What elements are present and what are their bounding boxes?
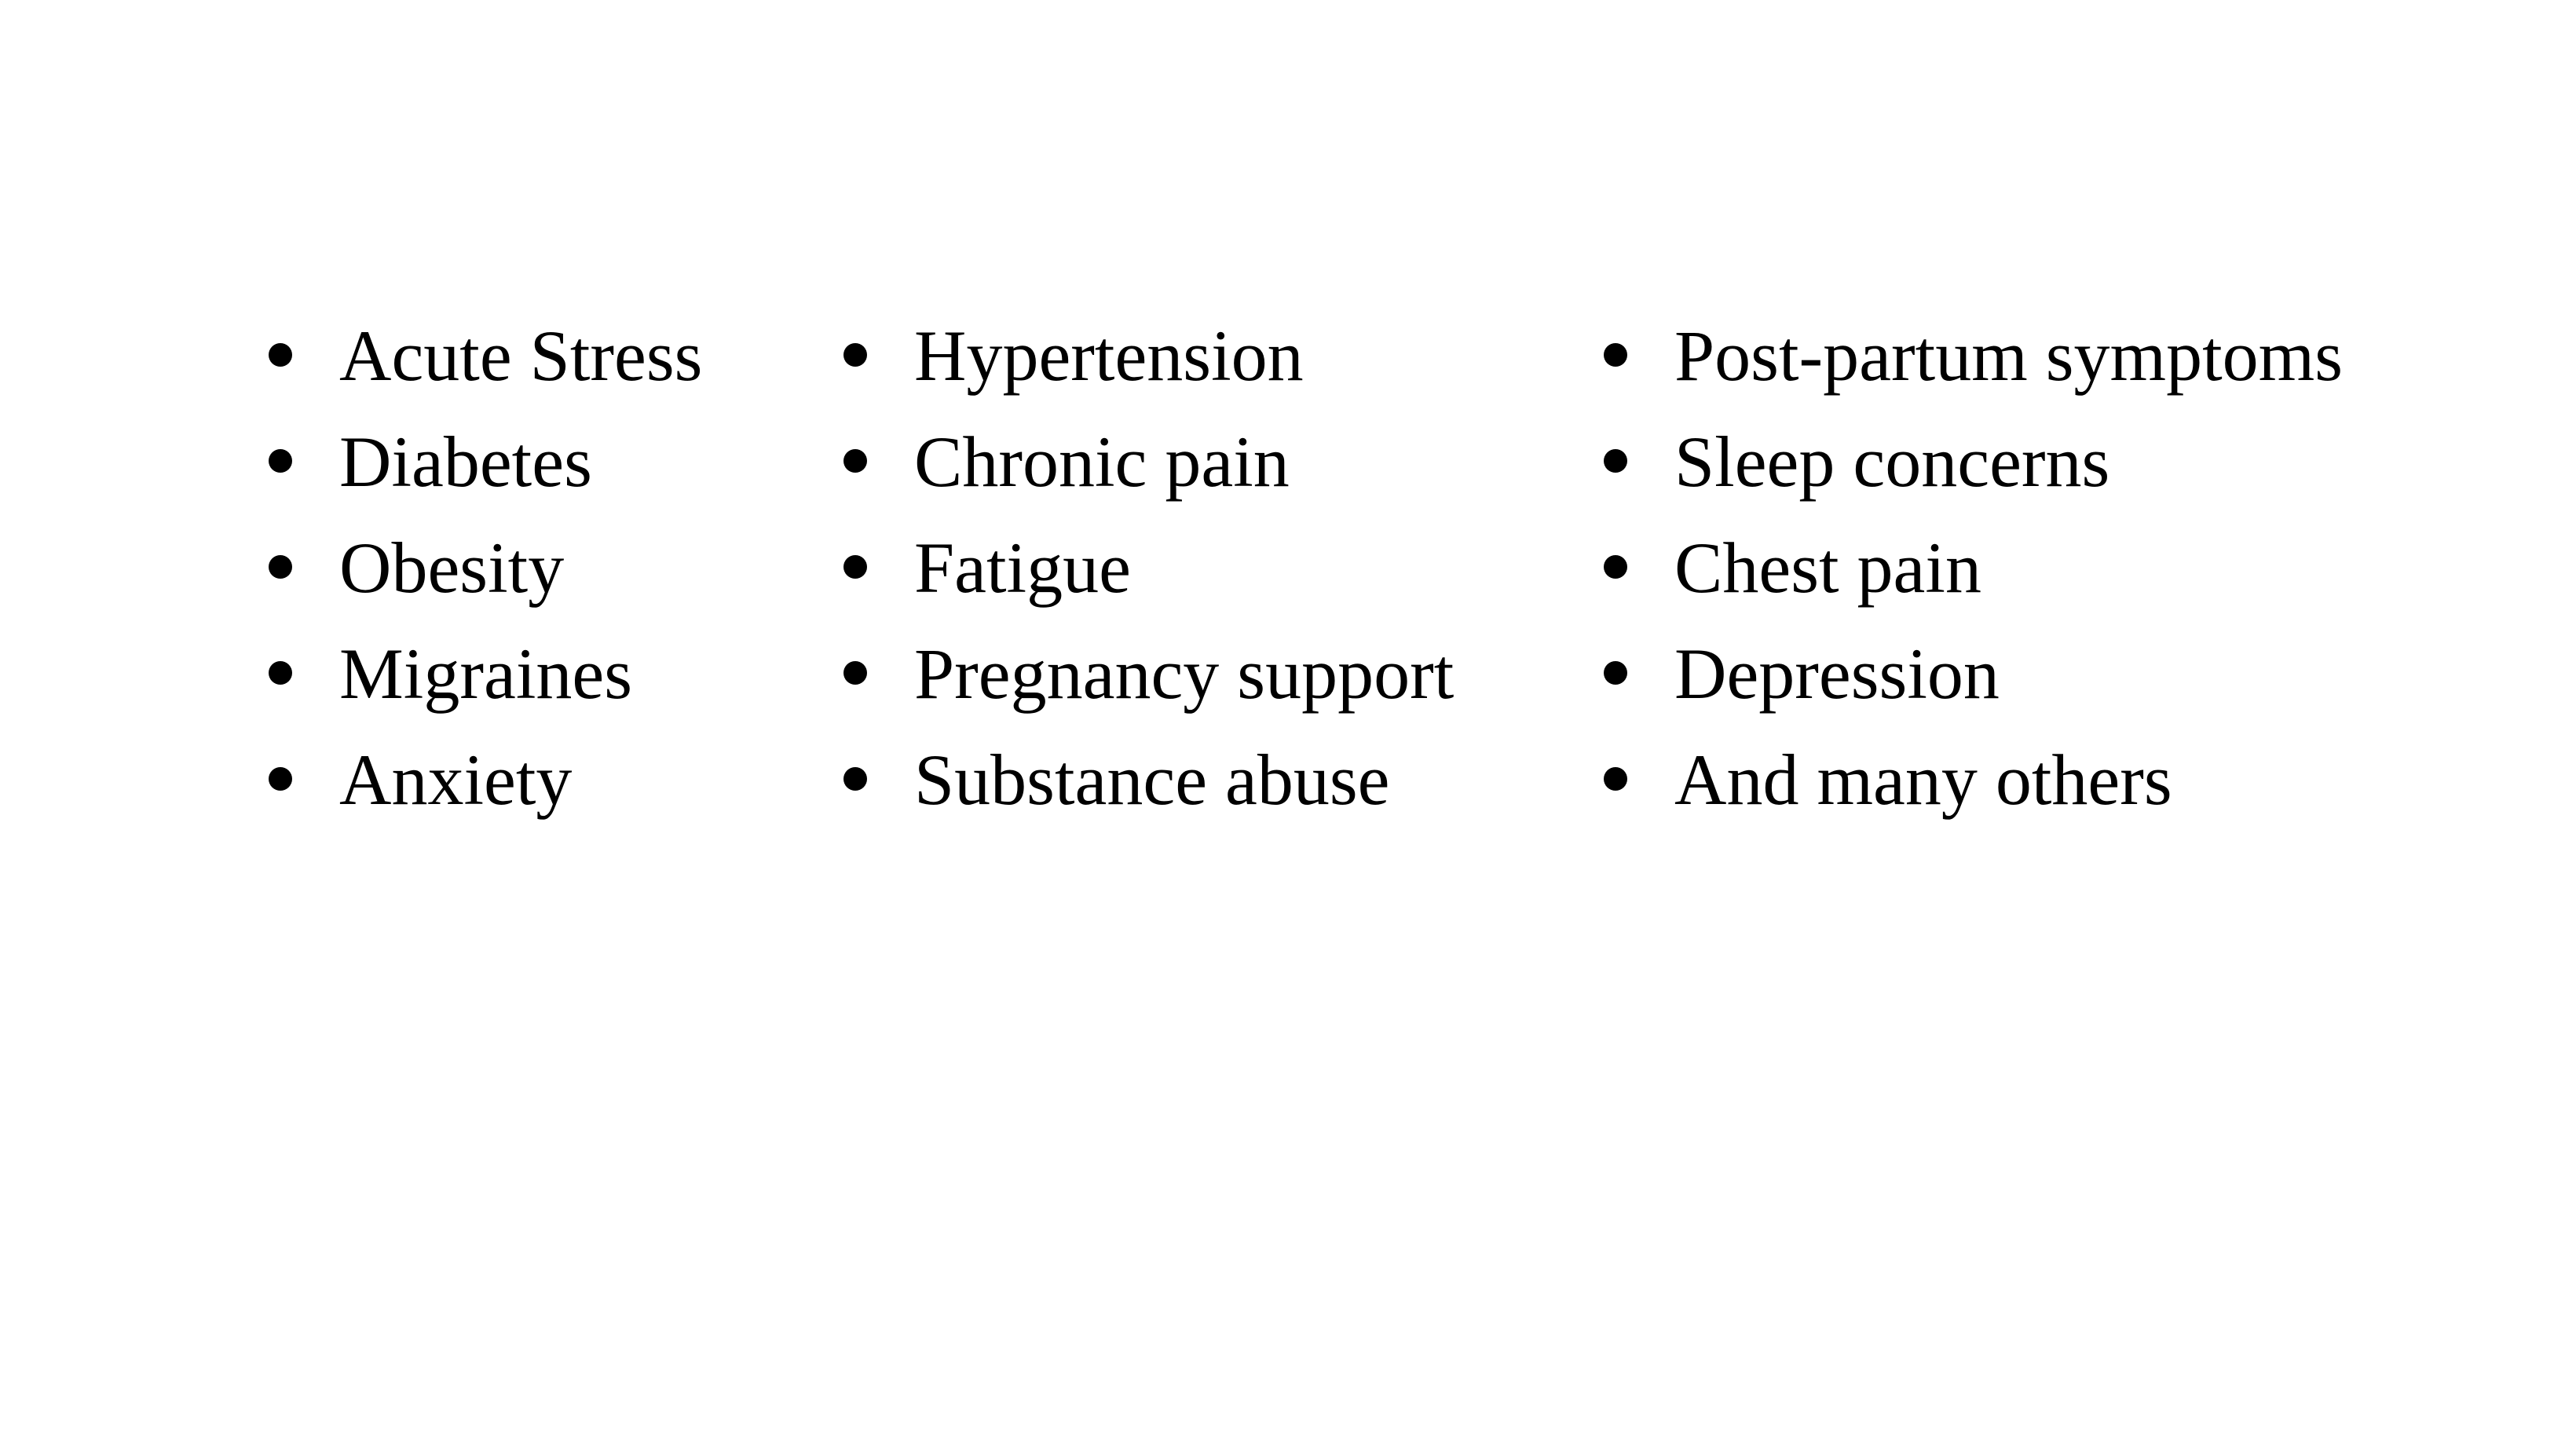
bullet-icon [269,449,292,473]
list-item-label: Acute Stress [339,316,703,396]
bullet-icon [269,555,292,579]
list-item-label: Chest pain [1674,528,1981,608]
list-item-label: Fatigue [914,528,1131,608]
bullet-icon [843,555,867,579]
list-item-label: Substance abuse [914,740,1390,820]
bullet-icon [1604,449,1627,473]
bullet-icon [843,767,867,791]
bullet-icon [269,343,292,367]
list-item-label: Anxiety [339,740,573,820]
list-item-label: Migraines [339,634,633,714]
list-item-label: Pregnancy support [914,634,1454,714]
bullet-icon [269,661,292,685]
list-item-label: Chronic pain [914,422,1290,502]
list-item-label: Post-partum symptoms [1674,316,2344,396]
bullet-icon [269,767,292,791]
bullet-icon [843,661,867,685]
list-item-label: Depression [1674,634,2000,714]
bullet-icon [1604,767,1627,791]
bullet-icon [1604,661,1627,685]
list-item-label: Obesity [339,528,565,608]
bullet-icon [843,343,867,367]
list-item-label: And many others [1674,740,2172,820]
bullet-icon [1604,343,1627,367]
list-item-label: Diabetes [339,422,592,502]
list-item-label: Hypertension [914,316,1304,396]
bullet-icon [843,449,867,473]
list-item-label: Sleep concerns [1674,422,2110,502]
bullet-icon [1604,555,1627,579]
